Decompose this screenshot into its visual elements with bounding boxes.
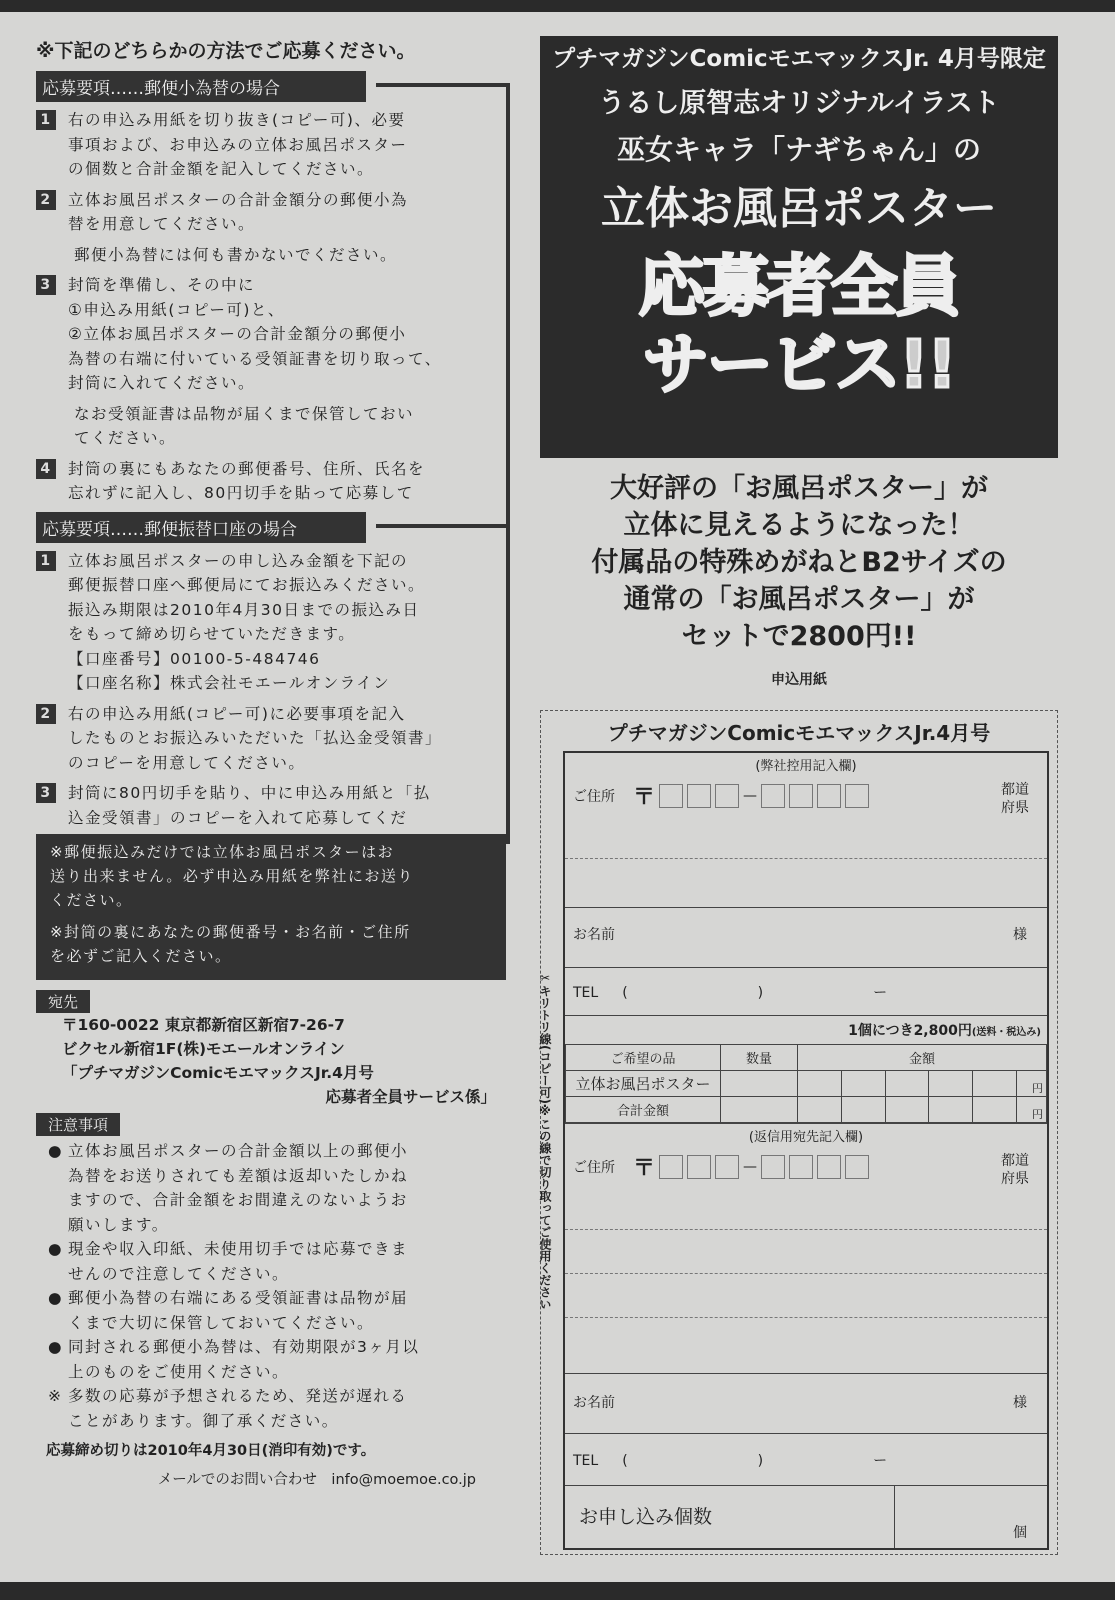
caution-line: せんので注意してください。 — [68, 1264, 290, 1283]
caution-line: 立体お風呂ポスターの合計金額以上の郵便小 — [68, 1142, 409, 1160]
field-label: ご住所 — [573, 1159, 615, 1176]
step-line: のコピーを用意してください。 — [68, 753, 306, 772]
caution-list — [36, 1139, 506, 1433]
step-line: 立体お風呂ポスターの申し込み金額を下記の — [68, 551, 409, 570]
step-line: 為替の右端に付いている受領証書を切り取って、 — [68, 349, 442, 368]
step-note — [74, 243, 506, 268]
form-grid — [563, 751, 1049, 1550]
total-qty[interactable] — [721, 1097, 798, 1123]
caution-line: 現金や収入印紙、未使用切手では応募できま — [68, 1240, 409, 1258]
address-line: ビクセル新宿1F(株)モエールオンライン — [62, 1040, 345, 1058]
step-note — [74, 402, 506, 451]
big-headline: サービス!! — [642, 326, 956, 403]
address-field[interactable]: ご住所 〒 — — [565, 776, 1047, 815]
step — [36, 108, 506, 182]
honorific: 様 — [1013, 1395, 1027, 1411]
application-form — [540, 710, 1058, 1555]
col-qty: 数量 — [721, 1045, 798, 1071]
address-line: 応募者全員サービス係」 — [325, 1088, 496, 1106]
step-line: 郵便振替口座へ郵便局にてお振込みください。 — [68, 576, 426, 594]
notice-line: ※封筒の裏にあなたの郵便番号・お名前・ご住所 — [50, 923, 411, 941]
step-line: の個数と合計金額を記入してください。 — [68, 160, 375, 178]
step-number: 2 — [36, 190, 56, 210]
caution-line: ますので、合計金額をお間違えのないようお — [68, 1191, 408, 1209]
note-line: てください。 — [74, 429, 177, 447]
address-tag: 宛先 — [36, 990, 90, 1013]
bullet: ※ — [48, 1387, 63, 1405]
dash: ー — [873, 1453, 888, 1469]
contact-email[interactable]: メールでのお問い合わせ info@moemoe.co.jp — [157, 1472, 476, 1488]
address-field[interactable]: ご住所 〒 — — [565, 1147, 1047, 1186]
field-label: お申し込み個数 — [565, 1486, 895, 1548]
step-line: したものとお振込みいただいた「払込金受領書」 — [68, 729, 443, 747]
step-line: 替を用意してください。 — [68, 215, 256, 233]
transfer-section — [36, 512, 506, 981]
divider — [506, 83, 510, 553]
price-note: 1個につき2,800円 — [848, 1023, 972, 1039]
field-label: お名前 — [573, 1395, 615, 1411]
postal-mark: 〒 — [633, 1156, 656, 1181]
honorific: 様 — [1013, 927, 1027, 943]
notice-line: ください。 — [50, 891, 133, 909]
form-label: 申込用紙 — [771, 672, 827, 688]
deadline: 応募締め切りは2010年4月30日(消印有効)です。 — [46, 1443, 376, 1459]
yen: 円 — [1017, 1097, 1047, 1123]
step-number: 1 — [36, 110, 56, 130]
lead-text: ※下記のどちらかの方法でご応募ください。 — [36, 40, 416, 62]
top-border — [0, 0, 1115, 12]
price-note-small: (送料・税込み) — [971, 1027, 1041, 1038]
caution-line: ことがあります。御了承ください。 — [68, 1411, 339, 1430]
step-number: 3 — [36, 275, 56, 295]
return-name-field[interactable] — [565, 1374, 1047, 1434]
instructions-column — [36, 36, 506, 1489]
address-line: 〒160-0022 東京都新宿区新宿7-26-7 — [62, 1016, 345, 1034]
tel-field[interactable] — [565, 968, 1047, 1016]
field-label: TEL — [573, 985, 599, 1001]
promo-line: セットで2800円!! — [681, 621, 917, 652]
step-line: 忘れずに記入し、80円切手を貼って応募して — [68, 484, 414, 502]
promo-line: 通常の「お風呂ポスター」が — [623, 584, 975, 615]
col-item: ご希望の品 — [566, 1045, 721, 1071]
notice-line: ※郵便振込みだけでは立体お風呂ポスターはお — [50, 843, 395, 861]
order-table — [565, 1016, 1047, 1124]
yen: 円 — [1017, 1071, 1047, 1097]
banner-line: 巫女キャラ「ナギちゃん」の — [616, 133, 981, 166]
step — [36, 549, 506, 696]
step-number: 3 — [36, 783, 56, 803]
bullet: ● — [48, 1338, 64, 1356]
notice-line: 送り出来ません。必ず申込み用紙を弊社にお送り — [50, 867, 414, 885]
section-caption: (返信用宛先記入欄) — [748, 1130, 864, 1145]
step — [36, 457, 506, 506]
step-line: 振込み期限は2010年4月30日までの振込み日 — [68, 600, 420, 619]
divider — [506, 524, 510, 844]
promo-text — [540, 470, 1058, 655]
promo-column — [540, 36, 1058, 689]
return-address-block — [565, 1124, 1047, 1374]
caution-line: くまで大切に保管しておいてください。 — [68, 1313, 375, 1332]
step-number: 1 — [36, 551, 56, 571]
caution-item — [36, 1335, 506, 1384]
caution-line: 郵便小為替の右端にある受領証書は品物が届 — [68, 1289, 409, 1307]
notice-line: を必ずご記入ください。 — [50, 947, 232, 965]
form-title: プチマガジンComicモエマックスJr.4月号 — [607, 721, 991, 745]
field-label: TEL — [573, 1453, 599, 1469]
paren: ) — [757, 985, 764, 1001]
promo-line: 大好評の「お風呂ポスター」が — [610, 473, 988, 504]
paren: ( — [622, 985, 628, 1001]
banner-line: プチマガジンComicモエマックスJr. 4月号限定 — [552, 46, 1046, 72]
caution-tag: 注意事項 — [36, 1113, 120, 1136]
caution-line: 上のものをご使用ください。 — [68, 1362, 290, 1381]
caution-line: 為替をお送りされても差額は返却いたしかね — [68, 1166, 409, 1185]
step-line: 封筒を準備し、その中に — [68, 276, 256, 294]
note-line: なお受領証書は品物が届くまで保管しておい — [74, 404, 415, 423]
postal-order-section — [36, 71, 506, 506]
mailing-address — [36, 1013, 506, 1109]
address-line: 「プチマガジンComicモエマックスJr.4月号 — [62, 1064, 374, 1082]
qty-input[interactable] — [721, 1071, 798, 1097]
bullet: ● — [48, 1240, 64, 1258]
step-number: 4 — [36, 459, 56, 479]
section-caption: (弊社控用記入欄) — [755, 759, 857, 774]
total-label: 合計金額 — [566, 1097, 721, 1123]
step-line: 右の申込み用紙を切り抜き(コピー可)、必要 — [68, 111, 406, 129]
field-label: お名前 — [573, 927, 615, 943]
step — [36, 273, 506, 396]
return-tel-field[interactable] — [565, 1434, 1047, 1486]
step-line: ②立体お風呂ポスターの合計金額分の郵便小 — [68, 325, 407, 343]
caution-item — [36, 1384, 506, 1433]
title-banner — [540, 36, 1058, 458]
order-count-field[interactable] — [565, 1486, 1047, 1548]
step-line: 封筒に80円切手を貼り、中に申込み用紙と「払 — [68, 784, 431, 802]
caution-line: 願いします。 — [68, 1215, 169, 1234]
divider — [376, 83, 510, 87]
col-amount: 金額 — [798, 1045, 1047, 1071]
promo-line: 立体に見えるようになった！ — [623, 510, 975, 541]
note-line: 郵便小為替には何も書かないでください。 — [74, 245, 398, 264]
bullet: ● — [48, 1142, 64, 1160]
divider — [376, 524, 510, 528]
step-line: 封筒に入れてください。 — [68, 374, 256, 392]
step-line: 立体お風呂ポスターの合計金額分の郵便小為 — [68, 190, 409, 209]
promo-line: 付属品の特殊めがねとB2サイズの — [591, 547, 1007, 578]
step-line: 事項および、お申込みの立体お風呂ポスター — [68, 135, 408, 154]
step-line: をもって締め切らせていただきます。 — [68, 625, 356, 643]
caution-item — [36, 1139, 506, 1237]
bottom-border — [0, 1582, 1115, 1600]
step — [36, 702, 506, 776]
prefecture-label: 都道府県 — [1001, 1153, 1029, 1187]
banner-line: うるし原智志オリジナルイラスト — [598, 88, 1000, 119]
notice-box — [36, 834, 506, 980]
caution-line: 同封される郵便小為替は、有効期限が3ヶ月以 — [68, 1338, 420, 1356]
name-field[interactable] — [565, 908, 1047, 968]
prefecture-label: 都道府県 — [1001, 782, 1029, 816]
caution-line: 多数の応募が予想されるため、発送が遅れる — [68, 1387, 408, 1405]
big-headline: 応募者全員 — [639, 248, 959, 325]
postal-mark: 〒 — [633, 785, 656, 810]
caution-item — [36, 1286, 506, 1335]
step-line: 封筒の裏にもあなたの郵便番号、住所、氏名を — [68, 459, 426, 478]
bullet: ● — [48, 1289, 64, 1307]
paren: ) — [757, 1453, 764, 1469]
step — [36, 781, 506, 830]
step-line: 【口座名称】株式会社モエールオンライン — [68, 674, 391, 692]
section-heading: 応募要項……郵便振替口座の場合 — [36, 512, 366, 543]
step-number: 2 — [36, 704, 56, 724]
company-address-block — [565, 753, 1047, 908]
dash: ー — [873, 985, 888, 1001]
cut-line-note: ✂キリトリ線(コピー可)※この線で切り取ってご使用ください — [538, 971, 552, 1310]
banner-title: 立体お風呂ポスター — [601, 183, 997, 234]
section-heading: 応募要項……郵便小為替の場合 — [36, 71, 366, 102]
step-line: 【口座番号】00100-5-484746 — [68, 649, 321, 668]
item-name: 立体お風呂ポスター — [566, 1071, 721, 1097]
caution-item — [36, 1237, 506, 1286]
unit-label: 個 — [1013, 1525, 1027, 1541]
step — [36, 188, 506, 237]
step-line: 右の申込み用紙(コピー可)に必要事項を記入 — [68, 704, 406, 723]
step-line: 込金受領書」のコピーを入れて応募してくだ — [68, 808, 408, 827]
field-label: ご住所 — [573, 788, 615, 805]
paren: ( — [622, 1453, 628, 1469]
step-line: ①申込み用紙(コピー可)と、 — [68, 300, 285, 319]
